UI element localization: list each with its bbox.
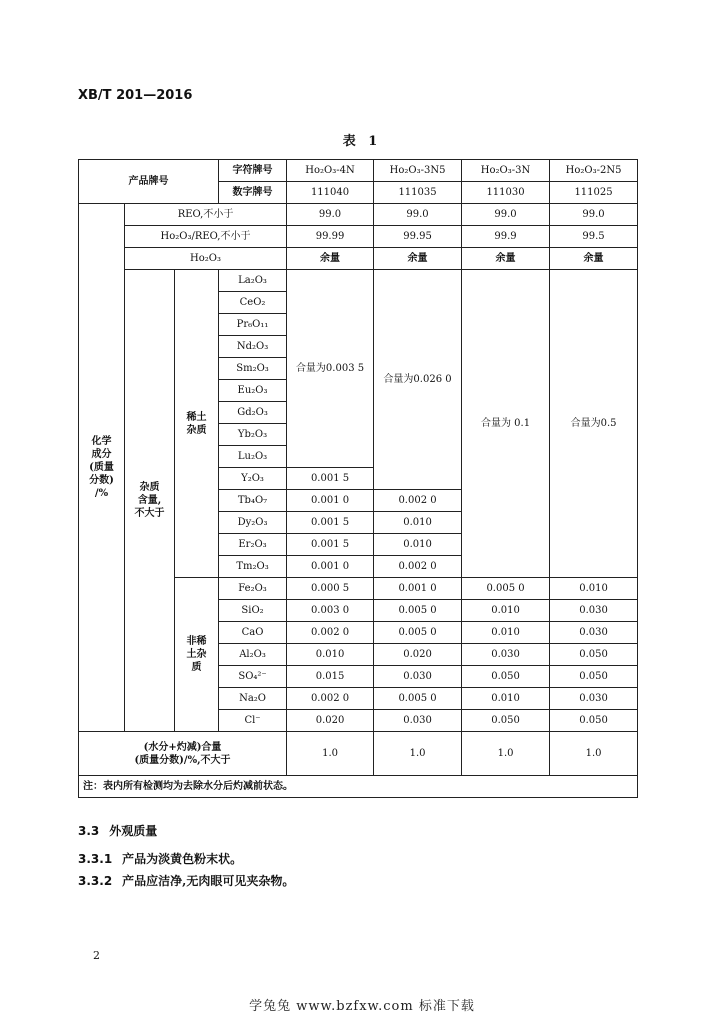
reo-label: REO,不小于 <box>125 204 287 226</box>
re-impurity-name: Yb₂O₃ <box>219 424 287 446</box>
impurity-value: 0.001 0 <box>287 556 374 578</box>
char-grade-label: 字符牌号 <box>219 160 287 182</box>
table-title: 表 1 <box>342 134 382 149</box>
ho-value: 余量 <box>462 248 550 270</box>
impurity-label: 杂质 含量, 不大于 <box>125 270 175 732</box>
ho-value: 余量 <box>374 248 462 270</box>
ho-value: 余量 <box>550 248 638 270</box>
sum-value: 合量为 0.1 <box>462 270 550 578</box>
re-impurity-name: Pr₆O₁₁ <box>219 314 287 336</box>
re-impurity-name: Er₂O₃ <box>219 534 287 556</box>
impurity-value: 0.003 0 <box>287 600 374 622</box>
impurity-value: 0.002 0 <box>374 556 462 578</box>
num-grade-value: 111040 <box>287 182 374 204</box>
impurity-value: 0.030 <box>550 688 638 710</box>
impurity-value: 0.010 <box>462 622 550 644</box>
impurity-value: 0.010 <box>374 512 462 534</box>
sum-value: 合量为0.026 0 <box>374 270 462 490</box>
impurity-value: 0.010 <box>374 534 462 556</box>
num-grade-label: 数字牌号 <box>219 182 287 204</box>
spec-table <box>78 159 638 798</box>
re-impurity-name: Lu₂O₃ <box>219 446 287 468</box>
impurity-value: 0.010 <box>462 688 550 710</box>
moisture-value: 1.0 <box>374 732 462 776</box>
moisture-value: 1.0 <box>287 732 374 776</box>
section-text: 产品应洁净,无肉眼可见夹杂物。 <box>122 874 295 888</box>
impurity-value: 0.001 5 <box>287 512 374 534</box>
char-grade-value: Ho₂O₃-3N <box>462 160 550 182</box>
re-impurity-name: CeO₂ <box>219 292 287 314</box>
chem-composition-label: 化学 成分 (质量 分数) /% <box>79 204 125 732</box>
section-heading: 外观质量 <box>109 824 158 838</box>
footer-watermark: 学兔兔 www.bzfxw.com 标准下载 <box>249 999 475 1014</box>
re-impurity-name: Eu₂O₃ <box>219 380 287 402</box>
reo-value: 99.0 <box>462 204 550 226</box>
impurity-value: 0.020 <box>287 710 374 732</box>
section-3-3-2 <box>78 872 294 889</box>
re-impurity-name: Tm₂O₃ <box>219 556 287 578</box>
char-grade-value: Ho₂O₃-2N5 <box>550 160 638 182</box>
page-number: 2 <box>93 949 100 962</box>
ratio-value: 99.5 <box>550 226 638 248</box>
impurity-value: 0.002 0 <box>287 688 374 710</box>
section-3-3 <box>78 822 157 839</box>
num-grade-value: 111035 <box>374 182 462 204</box>
impurity-value: 0.001 0 <box>287 490 374 512</box>
impurity-value: 0.001 5 <box>287 534 374 556</box>
impurity-value: 0.005 0 <box>374 600 462 622</box>
reo-value: 99.0 <box>374 204 462 226</box>
ratio-label: Ho₂O₃/REO,不小于 <box>125 226 287 248</box>
ratio-value: 99.9 <box>462 226 550 248</box>
ho-value: 余量 <box>287 248 374 270</box>
sum-value: 合量为0.003 5 <box>287 270 374 468</box>
table-row <box>79 270 638 292</box>
non-re-impurity-name: Al₂O₃ <box>219 644 287 666</box>
char-grade-value: Ho₂O₃-4N <box>287 160 374 182</box>
non-re-impurity-name: Fe₂O₃ <box>219 578 287 600</box>
re-impurity-name: Sm₂O₃ <box>219 358 287 380</box>
non-re-impurity-name: SO₄²⁻ <box>219 666 287 688</box>
re-impurity-name: Dy₂O₃ <box>219 512 287 534</box>
table-row <box>79 776 638 798</box>
non-re-impurity-name: Na₂O <box>219 688 287 710</box>
non-re-impurity-label: 非稀 土杂 质 <box>175 578 219 732</box>
re-impurity-name: Y₂O₃ <box>219 468 287 490</box>
impurity-value: 0.030 <box>374 666 462 688</box>
impurity-value: 0.000 5 <box>287 578 374 600</box>
non-re-impurity-name: SiO₂ <box>219 600 287 622</box>
table-row <box>79 160 638 182</box>
reo-value: 99.0 <box>550 204 638 226</box>
non-re-impurity-name: CaO <box>219 622 287 644</box>
re-impurity-name: Nd₂O₃ <box>219 336 287 358</box>
ho-label: Ho₂O₃ <box>125 248 287 270</box>
impurity-value: 0.005 0 <box>374 622 462 644</box>
impurity-value: 0.015 <box>287 666 374 688</box>
char-grade-value: Ho₂O₃-3N5 <box>374 160 462 182</box>
num-grade-value: 111030 <box>462 182 550 204</box>
impurity-value: 0.050 <box>462 666 550 688</box>
impurity-value: 0.002 0 <box>287 622 374 644</box>
impurity-value: 0.030 <box>550 622 638 644</box>
section-number: 3.3 <box>78 824 100 838</box>
non-re-impurity-name: Cl⁻ <box>219 710 287 732</box>
impurity-value: 0.030 <box>374 710 462 732</box>
impurity-value: 0.030 <box>550 600 638 622</box>
table-row <box>79 248 638 270</box>
table-row <box>79 732 638 776</box>
sum-value: 合量为0.5 <box>550 270 638 578</box>
section-3-3-1 <box>78 850 242 867</box>
moisture-label: (水分+灼减)合量 (质量分数)/%,不大于 <box>79 732 287 776</box>
impurity-value: 0.030 <box>462 644 550 666</box>
ratio-value: 99.99 <box>287 226 374 248</box>
impurity-value: 0.002 0 <box>374 490 462 512</box>
re-impurity-label: 稀土 杂质 <box>175 270 219 578</box>
impurity-value: 0.010 <box>550 578 638 600</box>
impurity-value: 0.050 <box>462 710 550 732</box>
num-grade-value: 111025 <box>550 182 638 204</box>
impurity-value: 0.050 <box>550 710 638 732</box>
impurity-value: 0.020 <box>374 644 462 666</box>
moisture-value: 1.0 <box>462 732 550 776</box>
impurity-value: 0.005 0 <box>462 578 550 600</box>
section-number: 3.3.1 <box>78 852 113 866</box>
impurity-value: 0.005 0 <box>374 688 462 710</box>
table-row <box>79 204 638 226</box>
standard-number: XB/T 201—2016 <box>78 88 193 103</box>
impurity-value: 0.010 <box>287 644 374 666</box>
impurity-value: 0.010 <box>462 600 550 622</box>
impurity-value: 0.050 <box>550 644 638 666</box>
re-impurity-name: Tb₄O₇ <box>219 490 287 512</box>
section-number: 3.3.2 <box>78 874 113 888</box>
impurity-value: 0.001 5 <box>287 468 374 490</box>
table-row <box>79 226 638 248</box>
product-grade-label: 产品牌号 <box>79 160 219 204</box>
section-text: 产品为淡黄色粉末状。 <box>122 852 243 866</box>
impurity-value: 0.050 <box>550 666 638 688</box>
moisture-value: 1.0 <box>550 732 638 776</box>
re-impurity-name: Gd₂O₃ <box>219 402 287 424</box>
table-note: 注：表内所有检测均为去除水分后灼减前状态。 <box>79 776 638 798</box>
ratio-value: 99.95 <box>374 226 462 248</box>
reo-value: 99.0 <box>287 204 374 226</box>
re-impurity-name: La₂O₃ <box>219 270 287 292</box>
impurity-value: 0.001 0 <box>374 578 462 600</box>
